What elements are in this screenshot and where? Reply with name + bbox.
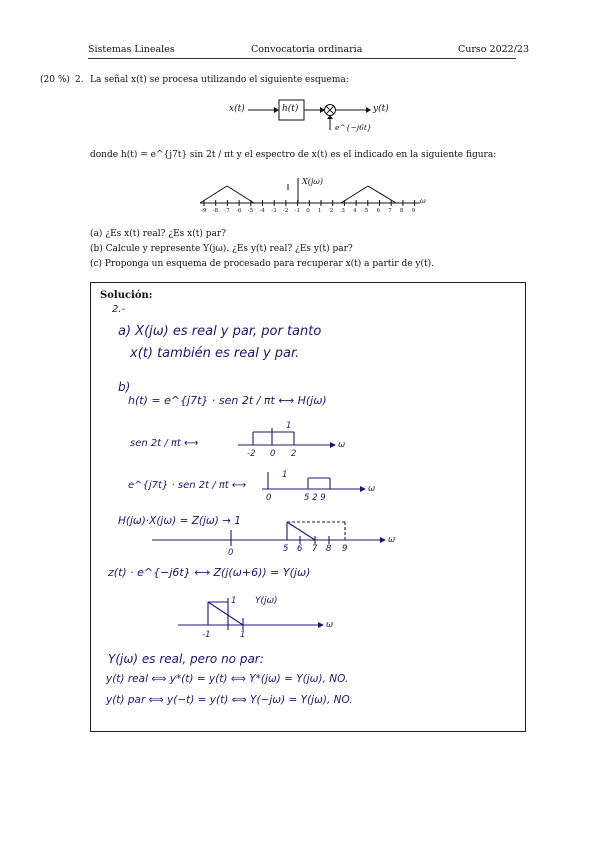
question-b: (b) Calcule y represente Y(jω). ¿Es y(t) real? ¿Es y(t) par?: [90, 244, 353, 254]
question-c: (c) Proponga un esquema de procesado para recuperar x(t) a partir de y(t).: [90, 259, 434, 269]
spectrum-axis-label: ω: [420, 197, 426, 205]
s2-top: 1: [282, 470, 288, 480]
s1-axis: ω: [338, 440, 346, 450]
s1-left: -2: [247, 449, 256, 459]
block-output-label: y(t): [373, 104, 389, 114]
header-center: Convocatoria ordinaria: [251, 44, 363, 55]
header-right: Curso 2022/23: [458, 44, 530, 55]
problem-number: 2.: [75, 75, 84, 85]
sol-a3: x(t) también es real y par.: [130, 346, 300, 361]
sol-b5: H(jω)·X(jω) = Z(jω) → 1: [118, 515, 241, 527]
problem-weight: (20 %): [40, 75, 70, 85]
sol-b4: e^{j7t} · sen 2t / πt ⟷: [128, 480, 247, 491]
spectrum-tick-label: 2: [329, 208, 334, 214]
sol-c3: y(t) par ⟺ y(−t) = y(t) ⟺ Y(−jω) = Y(jω), NO.: [106, 694, 353, 706]
spectrum-tick-label: 4: [353, 208, 357, 214]
sol-b3: sen 2t / πt ⟷: [130, 438, 199, 449]
s3-tick-0: 0: [228, 548, 234, 558]
spectrum-tick-label: 1: [318, 208, 322, 214]
spectrum-label: X(jω): [302, 177, 323, 186]
sol-b2: h(t) = e^{j7t} · sen 2t / πt ⟷ H(jω): [128, 394, 327, 407]
spectrum-tick-label: -2: [282, 208, 289, 214]
s4-right: 1: [240, 630, 246, 640]
sol-b1: b): [118, 380, 131, 394]
s3-tick-9: 9: [342, 544, 348, 554]
sol-a2: a) X(jω) es real y par, por tanto: [118, 324, 322, 339]
header-left: Sistemas Lineales: [88, 44, 175, 55]
s1-top: 1: [286, 421, 292, 431]
spectrum-tick-label: 9: [411, 208, 416, 214]
spectrum-tick-label: -9: [201, 208, 207, 214]
spectrum-tick-label: 8: [399, 208, 404, 214]
question-a: (a) ¿Es x(t) real? ¿Es x(t) par?: [90, 229, 226, 239]
s4-left: -1: [202, 630, 211, 640]
spectrum-tick-label: 3: [341, 208, 345, 214]
spectrum-tick-label: -7: [224, 208, 230, 214]
problem-statement: La señal x(t) se procesa utilizando el siguiente esquema:: [90, 75, 349, 85]
s4-top: 1: [231, 596, 237, 606]
spectrum-tick-label: 5: [364, 208, 369, 214]
spectrum-tick-label: -8: [212, 208, 219, 214]
s2-axis: ω: [368, 484, 376, 494]
spectrum-tick-label: 7: [388, 208, 392, 214]
sketch-rect-shifted: [262, 472, 366, 492]
s3-tick-5: 5: [283, 544, 289, 554]
spectrum-tick-label: -4: [259, 208, 265, 214]
s3-tick-7: 7: [312, 544, 318, 554]
sol-b6: z(t) · e^{−j6t} ⟷ Z(j(ω+6)) = Y(jω): [108, 566, 311, 579]
block-input-label: x(t): [229, 104, 245, 114]
s2-ticks: 5 2 9: [304, 493, 326, 503]
solution-heading: Solución:: [100, 290, 153, 301]
sol-c1: Y(jω) es real, pero no par:: [108, 652, 264, 666]
spectrum-tick-label: -3: [271, 208, 277, 214]
block-modulator-label: e^{−j6t}: [335, 123, 372, 132]
sketch-y-spectrum: [178, 598, 324, 630]
spectrum-tick-label: -6: [236, 208, 242, 214]
s3-tick-6: 6: [297, 544, 303, 554]
sol-a1: 2.-: [112, 304, 126, 315]
sol-c2: y(t) real ⟺ y*(t) = y(t) ⟺ Y*(jω) = Y(jω), NO.: [106, 673, 349, 685]
spectrum-tick-label: -1: [294, 208, 300, 214]
s3-tick-8: 8: [326, 544, 332, 554]
problem-definition: donde h(t) = e^{j7t} sin 2t / πt y el espectro de x(t) es el indicado en la siguiente figura:: [90, 150, 497, 160]
spectrum-tick-label: 0: [306, 208, 310, 214]
s1-right: 2: [291, 449, 297, 459]
s2-zero: 0: [266, 493, 272, 503]
s1-mid: 0: [270, 449, 276, 459]
spectrum-tick-label: 6: [376, 208, 380, 214]
sol-b7: Y(jω): [255, 596, 278, 606]
block-h-label: h(t): [282, 104, 299, 114]
s3-axis: ω: [388, 535, 396, 545]
sketch-z-spectrum: [152, 522, 386, 546]
spectrum-tick-label: -5: [247, 208, 254, 214]
s4-axis: ω: [326, 620, 334, 630]
sketch-rect-baseband: [238, 428, 336, 448]
